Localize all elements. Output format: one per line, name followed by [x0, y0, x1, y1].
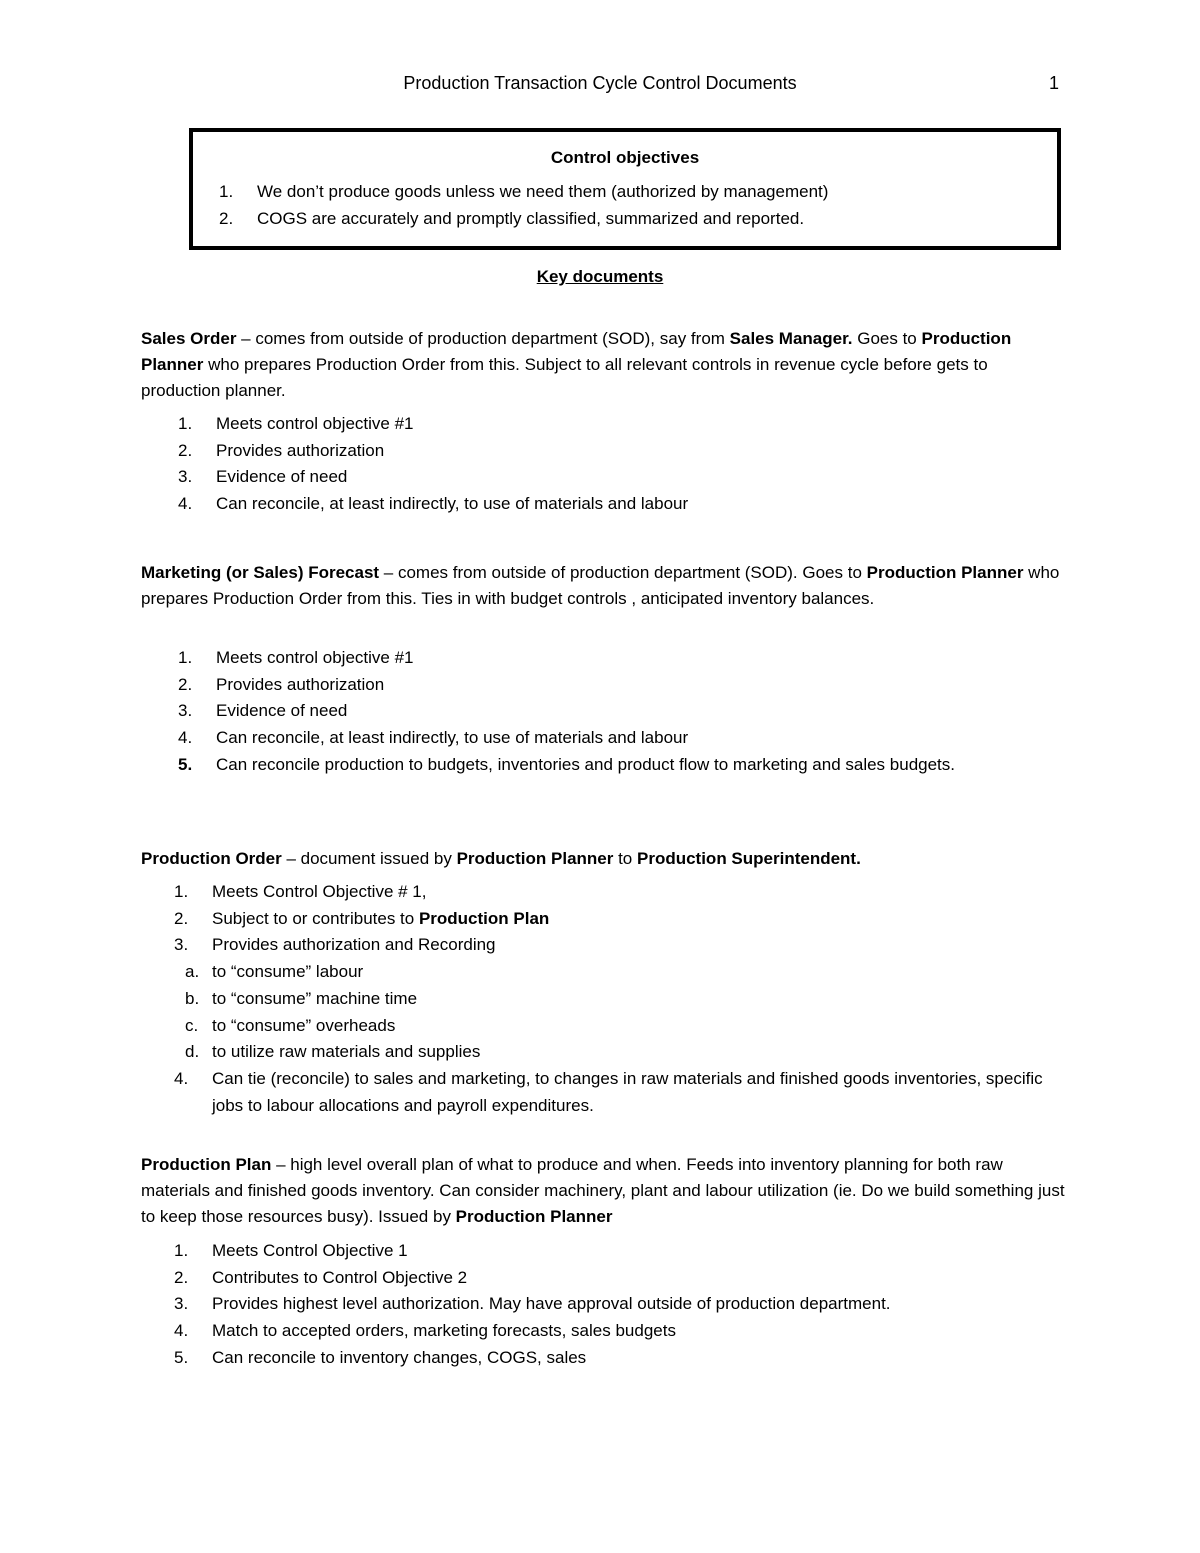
- list-item: 4. Match to accepted orders, marketing forecasts, sales budgets: [174, 1321, 676, 1341]
- list-item: 2. Contributes to Control Objective 2: [174, 1267, 468, 1287]
- forecast-paragraph: Marketing (or Sales) Forecast – comes from outside of production department (SOD). Goes to Production Planner who prepares Production Order from this. Ties in with budget controls , anticipated inventory balances.: [141, 563, 1060, 608]
- sales-order-list: [178, 411, 1066, 518]
- list-item: 5. Can reconcile to inventory changes, COGS, sales: [174, 1347, 587, 1367]
- key-documents-heading: Key documents: [536, 267, 664, 286]
- list-item: 5. Can reconcile production to budgets, inventories and product flow to marketing and sales budgets.: [178, 754, 956, 774]
- list-item: 3. Evidence of need: [178, 467, 348, 487]
- list-item: 1. Meets control objective #1: [178, 648, 414, 667]
- control-objectives-box: [189, 128, 1061, 250]
- production-order-sublist: [142, 959, 1062, 1066]
- list-item: 2. Provides authorization: [178, 440, 385, 460]
- objective-item: 2. COGS are accurately and promptly classified, summarized and reported.: [219, 209, 805, 228]
- forecast-list: [178, 645, 1026, 779]
- list-item: 2. Provides authorization: [178, 674, 385, 694]
- list-item: 4. Can tie (reconcile) to sales and marketing, to changes in raw materials and finished goods inventories, specific jobs to labour allocations and payroll expenditures.: [174, 1068, 1043, 1115]
- production-plan-paragraph: Production Plan – high level overall plan of what to produce and when. Feeds into inventory planning for both raw materials and finished goods inventory. Can consider machinery, plant and labour utilization (ie. Do we build something just to keep those resources busy). Issued by Production Planner: [141, 1155, 1065, 1226]
- production-order-list: [174, 879, 1062, 1119]
- list-item: 1. Meets Control Objective 1: [174, 1241, 408, 1260]
- list-item: 4. Can reconcile, at least indirectly, to use of materials and labour: [178, 494, 689, 514]
- list-item: d. to utilize raw materials and supplies: [185, 1042, 481, 1062]
- production-plan-list: [174, 1238, 1062, 1372]
- header-title: Production Transaction Cycle Control Documents: [403, 73, 797, 93]
- control-objectives-title: Control objectives: [550, 148, 700, 167]
- list-item: 3. Provides highest level authorization. May have approval outside of production department.: [174, 1294, 891, 1314]
- list-item: 2. Subject to or contributes to Production Plan: [174, 908, 550, 928]
- list-item: a. to “consume” labour: [185, 962, 364, 982]
- list-item: c. to “consume” overheads: [185, 1015, 396, 1035]
- objective-item: 1. We don’t produce goods unless we need them (authorized by management): [219, 182, 829, 201]
- list-item: 3. Evidence of need: [178, 701, 348, 721]
- list-item: 4. Can reconcile, at least indirectly, to use of materials and labour: [178, 728, 689, 748]
- page-number: 1: [1048, 73, 1059, 93]
- production-order-paragraph: Production Order – document issued by Production Planner to Production Superintendent.: [141, 849, 861, 868]
- list-item: 1. Meets control objective #1: [178, 414, 414, 433]
- list-item: 3. Provides authorization and Recording a. to “consume” labour b. to “consume” machine time c. to “consume” overheads d. to utilize raw materials and supplies: [212, 932, 1062, 1066]
- list-item: 1. Meets Control Objective # 1,: [174, 882, 427, 901]
- page-header: [0, 73, 1200, 99]
- list-item: b. to “consume” machine time: [185, 988, 418, 1008]
- sales-order-paragraph: Sales Order – comes from outside of production department (SOD), say from Sales Manager. Goes to Production Planner who prepares Production Order from this. Subject to all relevant controls in revenue cycle before gets to production planner.: [141, 329, 1012, 400]
